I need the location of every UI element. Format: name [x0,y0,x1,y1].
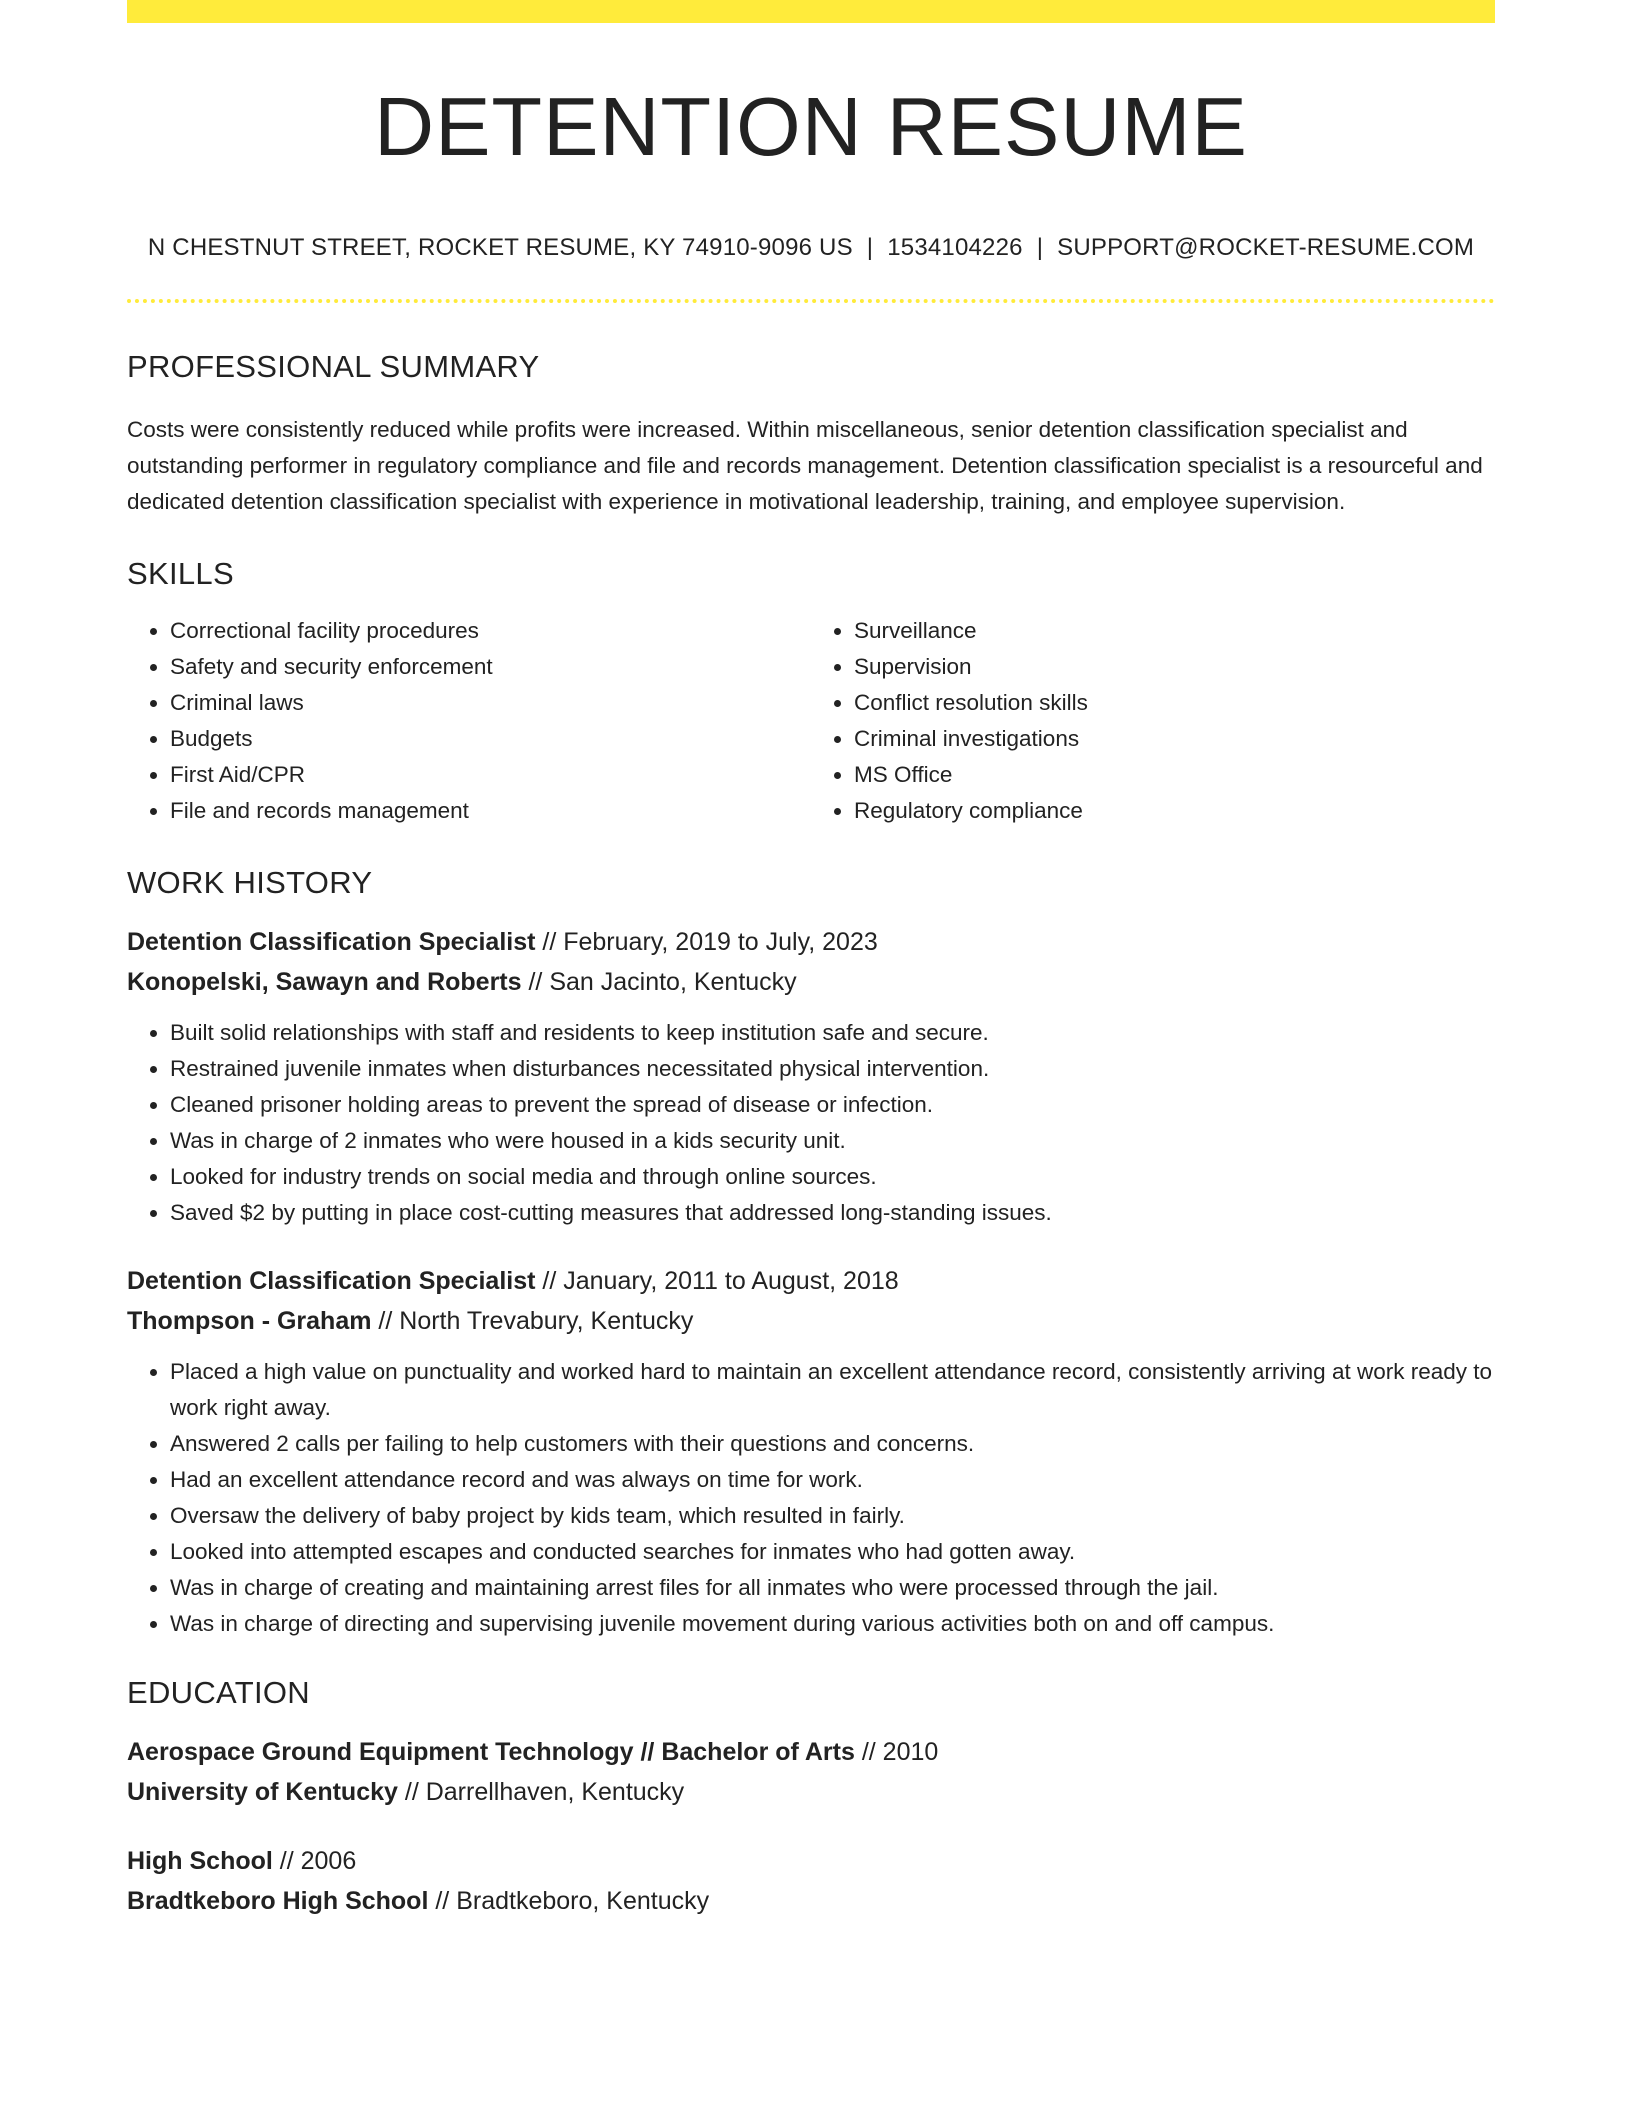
education-year: // 2006 [279,1847,357,1875]
job-location: // North Trevabury, Kentucky [378,1307,694,1335]
job-duty: • Saved $2 by putting in place cost-cutting measures that addressed long-standing issues. [170,1195,1495,1231]
education-degree: High School [127,1847,273,1875]
job-duties-list [127,1354,1495,1642]
education-year: // 2010 [861,1738,939,1766]
job-duty: • Answered 2 calls per failing to help customers with their questions and concerns. [170,1426,1495,1462]
contact-separator: | [866,234,874,261]
contact-phone: 1534104226 [887,234,1023,261]
skill-item: • File and records management [170,793,811,829]
contact-email: SUPPORT@ROCKET-RESUME.COM [1057,234,1475,261]
job-duty: • Was in charge of 2 inmates who were housed in a kids security unit. [170,1123,1495,1159]
skill-item: • Safety and security enforcement [170,649,811,685]
job-location: // San Jacinto, Kentucky [528,968,797,996]
job-duty: • Restrained juvenile inmates when disturbances necessitated physical intervention. [170,1051,1495,1087]
job-title-line [127,1261,1495,1301]
skill-item: • Surveillance [854,613,1495,649]
top-accent-bar [127,0,1495,23]
job-company: Konopelski, Sawayn and Roberts [127,968,522,996]
skill-item: • Conflict resolution skills [854,685,1495,721]
contact-line [127,236,1495,260]
contact-address: N CHESTNUT STREET, ROCKET RESUME, KY 74910-9096 US [147,234,853,261]
job-company-line [127,962,1495,1002]
education-heading: EDUCATION [127,1675,310,1710]
skills-heading: SKILLS [127,556,234,591]
job-duty: • Was in charge of directing and supervising juvenile movement during various activities both on and off campus. [170,1606,1495,1642]
job-duty: • Cleaned prisoner holding areas to prevent the spread of disease or infection. [170,1087,1495,1123]
education-school-line [127,1881,1495,1921]
skill-item: • Criminal investigations [854,721,1495,757]
job-duties-list [127,1015,1495,1231]
job-duty: • Placed a high value on punctuality and worked hard to maintain an excellent attendance record, consistently arriving at work ready to work right away. [170,1354,1495,1426]
skill-item: • Supervision [854,649,1495,685]
job-duty: • Oversaw the delivery of baby project by kids team, which resulted in fairly. [170,1498,1495,1534]
education-location: // Darrellhaven, Kentucky [404,1778,685,1806]
skill-item: • MS Office [854,757,1495,793]
job-position: Detention Classification Specialist [127,928,536,956]
resume-title: DETENTION RESUME [374,80,1248,173]
job-entry [127,922,1495,1231]
job-title-line [127,922,1495,962]
education-degree: Aerospace Ground Equipment Technology // Bachelor of Arts [127,1738,855,1766]
education-school: Bradtkeboro High School [127,1887,429,1915]
job-position: Detention Classification Specialist [127,1267,536,1295]
dotted-divider [127,299,1495,303]
job-company: Thompson - Graham [127,1307,372,1335]
skill-item: • Budgets [170,721,811,757]
education-school-line [127,1772,1495,1812]
education-degree-line [127,1841,1495,1881]
contact-separator: | [1036,234,1044,261]
job-entry [127,1261,1495,1642]
skill-item: • Criminal laws [170,685,811,721]
skill-item: • Correctional facility procedures [170,613,811,649]
education-school: University of Kentucky [127,1778,398,1806]
job-duty: • Looked into attempted escapes and conducted searches for inmates who had gotten away. [170,1534,1495,1570]
job-duty: • Built solid relationships with staff and residents to keep institution safe and secure. [170,1015,1495,1051]
skill-item: • Regulatory compliance [854,793,1495,829]
skill-item: • First Aid/CPR [170,757,811,793]
job-duty: • Was in charge of creating and maintaining arrest files for all inmates who were processed through the jail. [170,1570,1495,1606]
job-dates: // January, 2011 to August, 2018 [542,1267,899,1295]
education-entry [127,1841,1495,1921]
job-company-line [127,1301,1495,1341]
resume-page [127,0,1495,1921]
skills-list [127,613,1495,829]
work-history-heading: WORK HISTORY [127,865,373,900]
job-dates: // February, 2019 to July, 2023 [542,928,878,956]
education-degree-line [127,1732,1495,1772]
education-entry [127,1732,1495,1812]
summary-heading: PROFESSIONAL SUMMARY [127,349,540,384]
job-duty: • Had an excellent attendance record and was always on time for work. [170,1462,1495,1498]
education-location: // Bradtkeboro, Kentucky [435,1887,710,1915]
skills-column-left [127,613,811,829]
job-duty: • Looked for industry trends on social media and through online sources. [170,1159,1495,1195]
skills-column-right [811,613,1495,829]
summary-text: Costs were consistently reduced while profits were increased. Within miscellaneous, senior detention classification specialist and outstanding performer in regulatory compliance and file and records management. Detention classification specialist is a resourceful and dedicated detention classification specialist with experience in motivational leadership, training, and employee supervision. [127,417,1483,514]
